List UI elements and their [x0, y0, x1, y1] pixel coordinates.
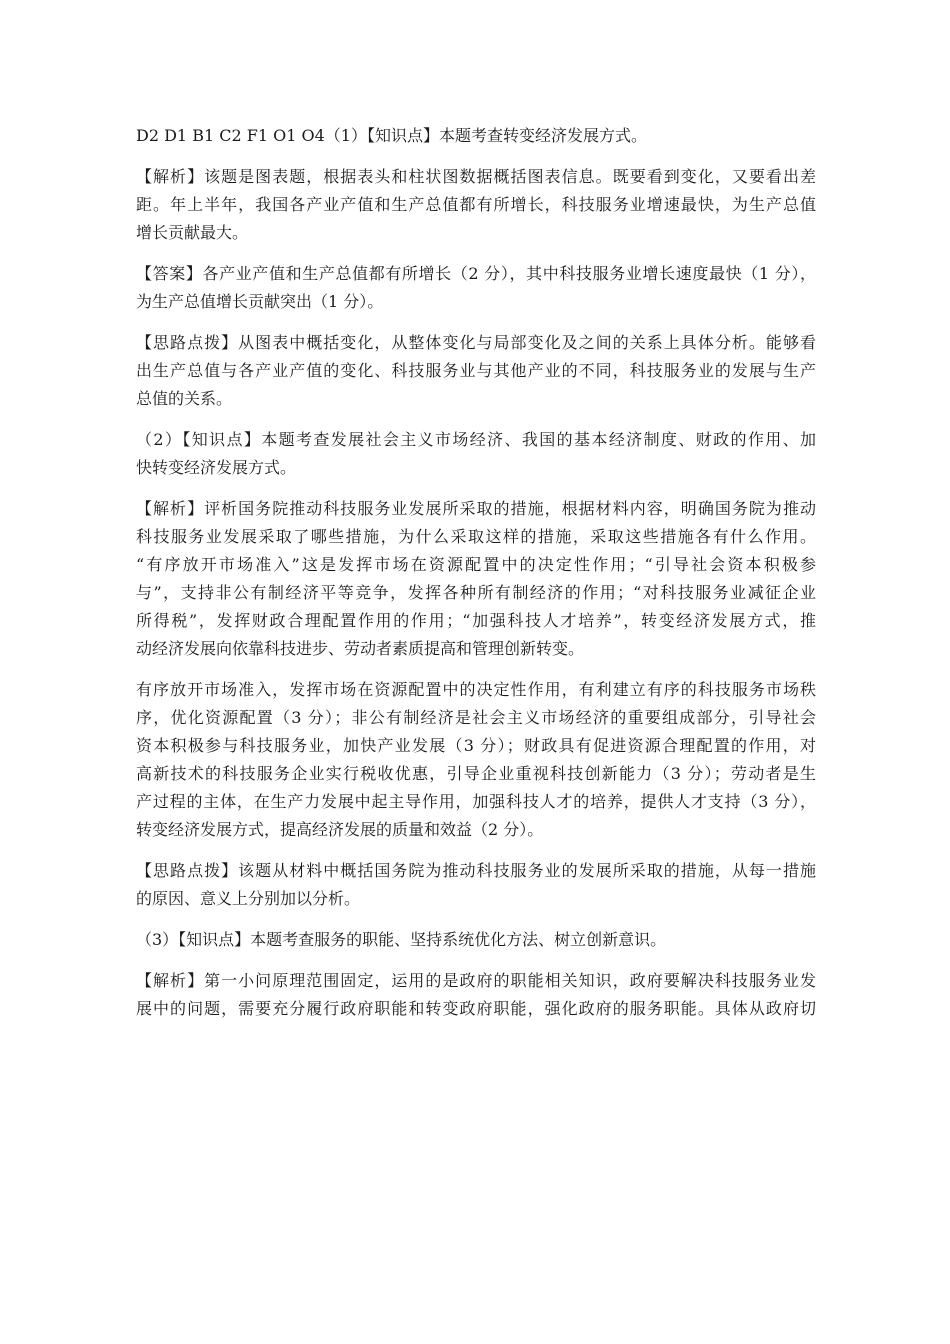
text-line: 展中的问题，需要充分履行政府职能和转变政府职能，强化政府的服务职能。具体从政府切: [136, 999, 816, 1018]
text-line: 序，优化资源配置（3 分）；非公有制经济是社会主义市场经济的重要组成部分，引导社会: [136, 708, 816, 727]
text-line: 【答案】各产业产值和生产总值都有所增长（2 分），其中科技服务业增长速度最快（1 分），: [136, 264, 816, 283]
text-line: D2 D1 B1 C2 F1 O1 O4（1）【知识点】本题考查转变经济发展方式。: [136, 126, 647, 145]
text-line: 高新技术的科技服务企业实行税收优惠，引导企业重视科技创新能力（3 分）；劳动者是生: [136, 764, 816, 783]
knowledge-paragraph-3: [136, 926, 816, 954]
text-line: 出生产总值与各产业产值的变化、科技服务业与其他产业的不同，科技服务业的发展与生产: [136, 361, 816, 380]
text-line: 【思路点拨】从图表中概括变化，从整体变化与局部变化及之间的关系上具体分析。能够看: [136, 333, 816, 352]
answer-paragraph-1: [136, 260, 816, 316]
text-line: 快转变经济发展方式。: [136, 458, 297, 477]
hint-paragraph-1: [136, 329, 816, 413]
text-line: 动经济发展向依靠科技进步、劳动者素质提高和管理创新转变。: [136, 639, 585, 658]
text-line: 总值的关系。: [136, 389, 233, 408]
text-line: 与”，支持非公有制经济平等竞争，发挥各种所有制经济的作用；“对科技服务业减征企业: [136, 583, 816, 602]
text-line: 增长贡献最大。: [136, 223, 249, 242]
text-line: 所得税”，发挥财政合理配置作用的作用；“加强科技人才培养”，转变经济发展方式，推: [136, 611, 816, 630]
text-line: 转变经济发展方式，提高经济发展的质量和效益（2 分）。: [136, 820, 544, 839]
answer-paragraph-2: [136, 676, 816, 844]
analysis-paragraph-3: [136, 967, 816, 1023]
document-body: [136, 122, 816, 1023]
text-line: 科技服务业发展采取了哪些措施，为什么采取这样的措施，采取这些措施各有什么作用。: [136, 527, 816, 546]
text-line: 资本积极参与科技服务业，加快产业发展（3 分）；财政具有促进资源合理配置的作用，对: [136, 736, 816, 755]
answer-codes-paragraph: [136, 122, 816, 150]
text-line: （3）【知识点】本题考查服务的职能、坚持系统优化方法、树立创新意识。: [136, 930, 667, 949]
text-line: 【思路点拨】该题从材料中概括国务院为推动科技服务业的发展所采取的措施，从每一措施: [136, 861, 816, 880]
knowledge-paragraph-2: [136, 426, 816, 482]
text-line: 产过程的主体，在生产力发展中起主导作用，加强科技人才的培养，提供人才支持（3 分），: [136, 792, 816, 811]
text-line: 有序放开市场准入，发挥市场在资源配置中的决定性作用，有利建立有序的科技服务市场秩: [136, 680, 816, 699]
text-line: 距。年上半年，我国各产业产值和生产总值都有所增长，科技服务业增速最快，为生产总值: [136, 195, 816, 214]
text-line: “有序放开市场准入”这是发挥市场在资源配置中的决定性作用；“引导社会资本积极参: [136, 555, 816, 574]
text-line: 【解析】第一小问原理范围固定，运用的是政府的职能相关知识，政府要解决科技服务业发: [136, 971, 816, 990]
hint-paragraph-2: [136, 857, 816, 913]
text-line: （2）【知识点】本题考查发展社会主义市场经济、我国的基本经济制度、财政的作用、加: [136, 430, 816, 449]
text-line: 【解析】该题是图表题，根据表头和柱状图数据概括图表信息。既要看到变化，又要看出差: [136, 167, 816, 186]
text-line: 的原因、意义上分别加以分析。: [136, 889, 361, 908]
analysis-paragraph-1: [136, 163, 816, 247]
text-line: 为生产总值增长贡献突出（1 分）。: [136, 292, 384, 311]
text-line: 【解析】评析国务院推动科技服务业发展所采取的措施，根据材料内容，明确国务院为推动: [136, 499, 816, 518]
analysis-paragraph-2: [136, 495, 816, 663]
